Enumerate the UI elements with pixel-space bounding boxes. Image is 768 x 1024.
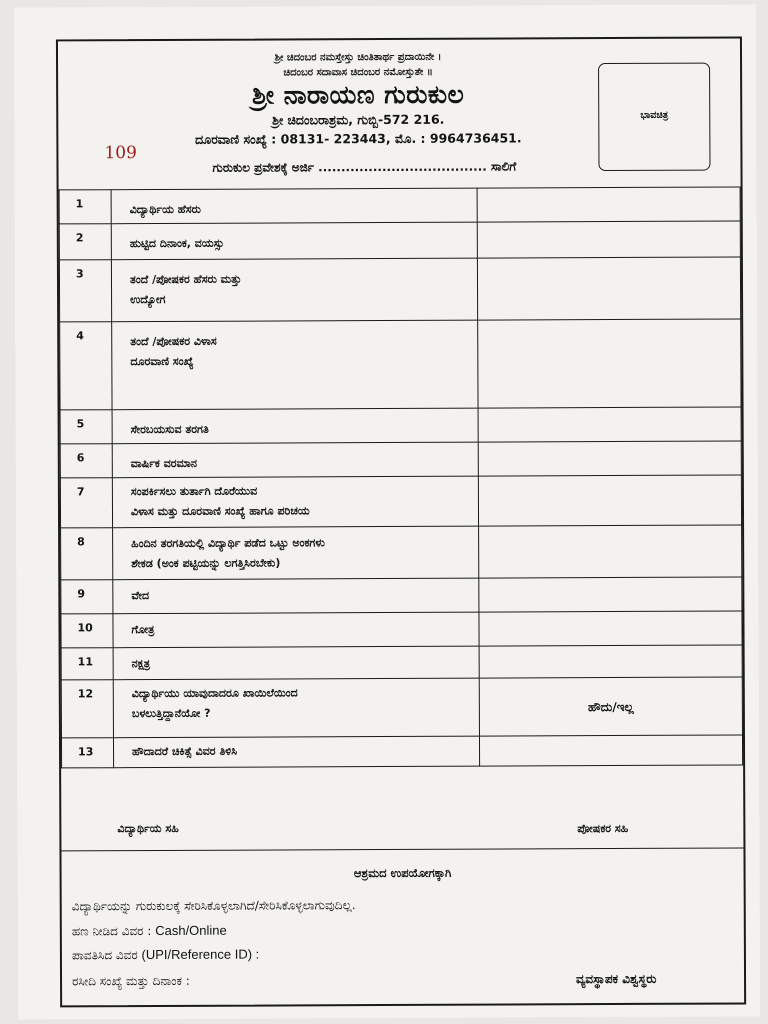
managing-trustee-label: ವ್ಯವಸ್ಥಾಪಕ ವಿಶ್ವಸ್ಥರು [576, 971, 657, 987]
photo-box [598, 63, 710, 171]
guardian-signature-label: ಪೋಷಕರ ಸಹಿ [577, 821, 629, 836]
form-header [58, 38, 741, 189]
row-label-line: ಹೌದಾದರೆ ಚಿಕಿತ್ಸೆ ವಿವರ ತಿಳಿಸಿ [132, 744, 238, 759]
table-row [59, 187, 740, 224]
student-signature-label: ವಿದ್ಯಾರ್ಥಿಯ ಸಹಿ [117, 821, 179, 836]
row-label [112, 408, 478, 444]
invocation-line-1: ಶ್ರೀ ಚಿದಂಬರ ನಮಸ್ತೇಸ್ತು ಚಿಂತಿತಾರ್ಥ ಪ್ರದಾಯಿನೇ । [274, 51, 442, 64]
row-number: 6 [60, 444, 112, 478]
row-label-line: ವಿದ್ಯಾರ್ಥಿಯ ಹೆಸರು [129, 202, 201, 217]
row-number: 12 [61, 680, 113, 738]
row-value-cell[interactable] [478, 319, 741, 408]
row-value-cell[interactable] [478, 441, 741, 476]
row-label-line: ವಿದ್ಯಾರ್ಥಿಯು ಯಾವುದಾದರೂ ಖಾಯಿಲೆಯಿಂದ [131, 686, 298, 701]
row-value-cell[interactable] [477, 187, 740, 222]
office-use-section [61, 848, 744, 1007]
row-label-line: ಸಂಪರ್ಕಿಸಲು ತುರ್ತಾಗಿ ದೊರೆಯುವ [130, 484, 258, 499]
signature-area [61, 762, 743, 851]
table-row [61, 577, 742, 614]
row-number: 5 [60, 410, 112, 444]
row-value-cell[interactable] [477, 221, 740, 258]
row-number: 7 [60, 478, 112, 528]
row-value-cell[interactable] [478, 475, 741, 526]
table-row [59, 221, 740, 260]
row-label [111, 188, 477, 224]
row-label-line: ಸೇರಬಯಸುವ ತರಗತಿ [130, 422, 209, 437]
row-number: 2 [59, 224, 111, 260]
invocation-line-2: ಚಿದಂಬರ ಸದಾವಾಸ ಚಿದಂಬರ ನಮೋಸ್ತುತೇ ॥ [283, 66, 433, 79]
row-label-line: ಗೋತ್ರ [131, 623, 155, 637]
paid-label: ಪಾವತಿಸಿದ ವಿವರ [71, 948, 138, 963]
disease-yes-no[interactable]: ಹೌದು/ಇಲ್ಲ [479, 677, 742, 736]
row-label-line: ತಂದೆ /ಪೋಷಕರ ಹೆಸರು ಮತ್ತು [129, 272, 242, 287]
row-label [112, 476, 478, 528]
row-number: 1 [59, 190, 111, 224]
row-value-cell[interactable] [479, 645, 742, 678]
table-row [60, 441, 741, 478]
row-number: 9 [61, 580, 113, 614]
row-label-line: ತಂದೆ /ಪೋಷಕರ ವಿಳಾಸ [130, 334, 217, 349]
row-label-line: ವಾರ್ಷಿಕ ವರಮಾನ [130, 456, 198, 471]
row-label [112, 442, 478, 478]
row-label-line: ಶೇಕಡ (ಅಂಕ ಪಟ್ಟಿಯನ್ನು ಲಗತ್ತಿಸಿರಬೇಕು) [131, 556, 281, 571]
row-value-cell[interactable] [478, 407, 741, 442]
serial-number: 109 [104, 143, 137, 164]
row-value-cell[interactable] [479, 611, 742, 646]
row-label-line: ಬಳಲುತ್ತಿದ್ದಾನೆಯೋ ? [131, 706, 211, 721]
table-row [61, 645, 742, 680]
row-value-cell[interactable] [479, 577, 742, 612]
photo-label: ಭಾವಚಿತ್ರ [640, 109, 669, 121]
row-number: 4 [60, 322, 112, 410]
row-label-line: ನಕ್ಷತ್ರ [131, 657, 151, 671]
application-table [59, 186, 744, 768]
row-label [113, 526, 479, 580]
paper-sheet [14, 4, 760, 1019]
row-number: 11 [61, 648, 113, 680]
table-row [60, 319, 741, 410]
row-label-line: ವೇದ [131, 589, 150, 603]
paid-details-line [72, 947, 259, 964]
row-value-cell[interactable] [479, 525, 742, 578]
form-frame [56, 36, 746, 1007]
office-use-title: ಆಶ್ರಮದ ಉಪಯೋಗಕ್ಕಾಗಿ [353, 865, 452, 881]
row-number: 10 [61, 614, 113, 648]
institution-address: ಶ್ರೀ ಚಿದಂಬರಾಶ್ರಮ, ಗುಬ್ಬಿ-572 216. [272, 111, 445, 128]
row-label-line: ಉದ್ಯೋಗ [130, 292, 166, 307]
institution-name: ಶ್ರೀ ನಾರಾಯಣ ಗುರುಕುಲ [251, 79, 465, 110]
table-row [61, 525, 742, 580]
row-label [111, 258, 477, 322]
receipt-line: ರಸೀದಿ ಸಂಖ್ಯೆ ಮತ್ತು ದಿನಾಂಕ : [72, 973, 190, 989]
institution-phone: ದೂರವಾಣಿ ಸಂಖ್ಯೆ : 08131- 223443, ಮೊ. : 9964736451. [195, 130, 522, 147]
row-value-cell[interactable] [479, 735, 742, 766]
row-value-cell[interactable] [477, 257, 740, 320]
row-label [113, 678, 479, 738]
row-label [113, 646, 479, 680]
row-number: 3 [59, 260, 111, 322]
table-row [60, 475, 741, 528]
admission-status-line: ವಿದ್ಯಾರ್ಥಿಯನ್ನು ಗುರುಕುಲಕ್ಕೆ ಸೇರಿಸಿಕೊಳ್ಳಲಾಗಿದೆ/ಸೇರಿಸಿಕೊಳ್ಳಲಾಗುವುದಿಲ್ಲ. [71, 898, 356, 914]
row-label-line: ದೂರವಾಣಿ ಸಂಖ್ಯೆ [130, 354, 194, 369]
reference-id-label: (UPI/Reference ID) : [141, 946, 260, 963]
row-number: 13 [61, 738, 113, 768]
application-title: ಗುರುಕುಲ ಪ್ರವೇಶಕ್ಕೆ ಅರ್ಜಿ ..................................... ಸಾಲಿಗೆ [212, 159, 517, 175]
table-row [59, 257, 740, 322]
row-label [113, 578, 479, 614]
table-row [61, 677, 742, 738]
payment-label: ಹಣ ನೀಡಿದ ವಿವರ : [71, 924, 152, 939]
row-label [112, 320, 478, 410]
payment-mode: Cash/Online [155, 922, 227, 939]
row-label-line: ಹುಟ್ಟಿದ ದಿನಾಂಕ, ವಯಸ್ಸು [129, 236, 225, 251]
row-number: 8 [61, 528, 113, 580]
payment-details-line [72, 923, 227, 940]
row-label [111, 222, 477, 260]
table-row [60, 407, 741, 444]
row-label-line: ವಿಳಾಸ ಮತ್ತು ದೂರವಾಣಿ ಸಂಖ್ಯೆ ಹಾಗೂ ಪರಿಚಯ [130, 504, 310, 519]
row-label [113, 612, 479, 648]
table-row [61, 611, 742, 648]
row-label-line: ಹಿಂದಿನ ತರಗತಿಯಲ್ಲಿ ವಿದ್ಯಾರ್ಥಿ ಪಡೆದ ಒಟ್ಟು ಅಂಕಗಳು [131, 536, 325, 551]
